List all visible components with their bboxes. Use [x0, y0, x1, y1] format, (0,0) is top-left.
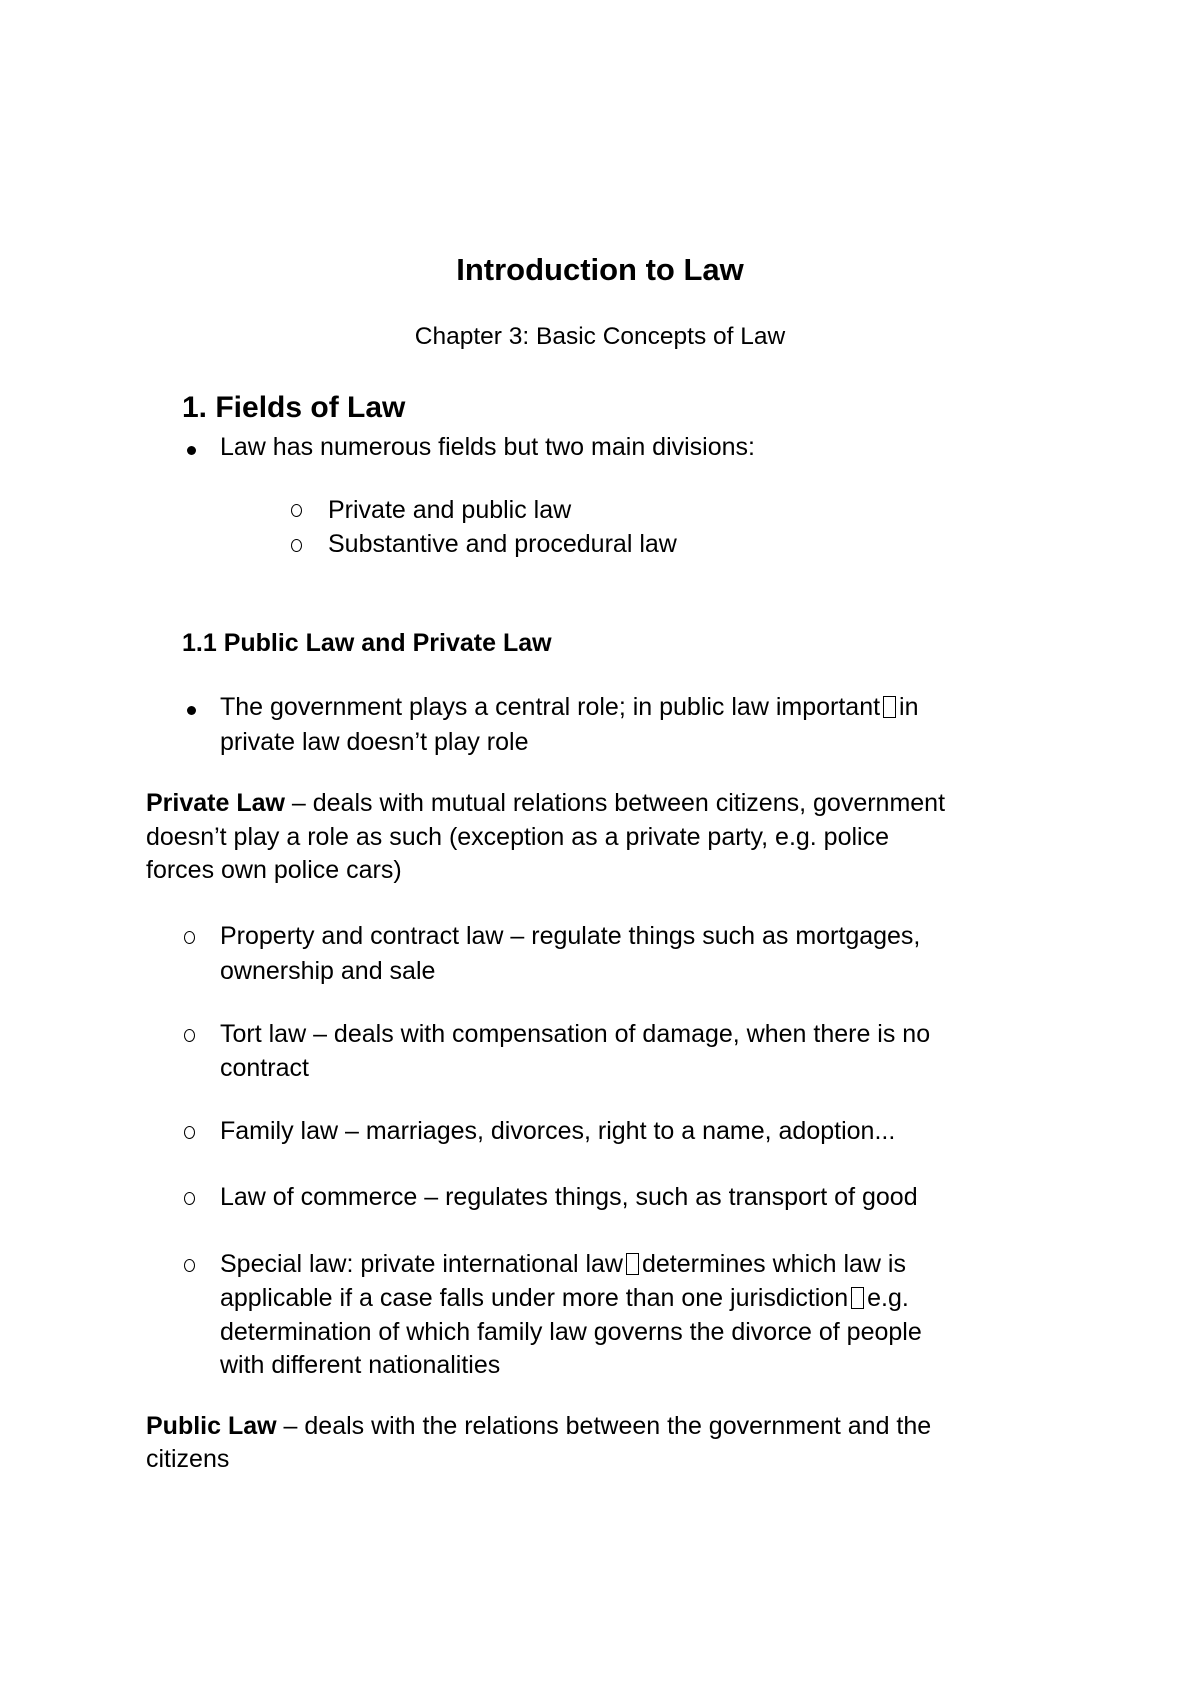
fields-bullet-text: Law has numerous fields but two main divisions:: [220, 433, 755, 461]
government-role-line1: [220, 691, 919, 724]
commerce-law-line1: Law of commerce – regulates things, such as transport of good: [220, 1183, 918, 1211]
subsection-heading-public-private: 1.1 Public Law and Private Law: [182, 629, 552, 657]
family-law-line1: Family law – marriages, divorces, right to a name, adoption...: [220, 1117, 896, 1145]
government-role-text-b: in: [899, 693, 919, 721]
circle-bullet-icon: [184, 1126, 195, 1139]
public-law-definition-a: – deals with the relations between the government and the: [276, 1412, 932, 1440]
division-item-private-public: Private and public law: [328, 496, 572, 524]
property-law-line1: Property and contract law – regulate things such as mortgages,: [220, 922, 921, 950]
private-law-definition-a: – deals with mutual relations between citizens, government: [284, 789, 946, 817]
tort-law-line1: Tort law – deals with compensation of damage, when there is no: [220, 1020, 931, 1048]
circle-bullet-icon: [184, 1259, 195, 1272]
special-law-text-c: applicable if a case falls under more than one jurisdiction: [220, 1284, 849, 1312]
bullet-dot-icon: [187, 706, 196, 715]
section-heading-fields-of-law: 1. Fields of Law: [182, 391, 406, 424]
circle-bullet-icon: [184, 931, 195, 944]
special-law-text-b: determines which law is: [642, 1250, 906, 1278]
special-law-line3: determination of which family law governs the divorce of people: [220, 1318, 922, 1346]
government-role-line2: private law doesn’t play role: [220, 728, 529, 756]
tort-law-line2: contract: [220, 1054, 309, 1082]
special-law-line2: [220, 1282, 909, 1315]
document-title: Introduction to Law: [456, 252, 744, 287]
government-role-text-a: The government plays a central role; in public law important: [220, 693, 881, 721]
circle-bullet-icon: [291, 504, 302, 517]
private-law-line3: forces own police cars): [146, 856, 402, 884]
arrow-glyph-icon: [851, 1287, 864, 1309]
special-law-line1: [220, 1248, 906, 1281]
arrow-glyph-icon: [883, 696, 896, 718]
special-law-text-d: e.g.: [867, 1284, 909, 1312]
special-law-text-a: Special law: private international law: [220, 1250, 623, 1278]
circle-bullet-icon: [184, 1029, 195, 1042]
public-law-term: Public Law: [146, 1412, 277, 1440]
private-law-line1: [146, 787, 945, 820]
arrow-glyph-icon: [626, 1253, 639, 1275]
document-subtitle: Chapter 3: Basic Concepts of Law: [414, 323, 786, 350]
circle-bullet-icon: [184, 1192, 195, 1205]
property-law-line2: ownership and sale: [220, 957, 436, 985]
private-law-term: Private Law: [146, 789, 285, 817]
public-law-line1: [146, 1410, 931, 1443]
division-item-substantive-procedural: Substantive and procedural law: [328, 530, 677, 558]
bullet-dot-icon: [187, 446, 196, 455]
special-law-line4: with different nationalities: [220, 1351, 501, 1379]
circle-bullet-icon: [291, 539, 302, 552]
private-law-line2: doesn’t play a role as such (exception as a private party, e.g. police: [146, 823, 890, 851]
public-law-line2: citizens: [146, 1445, 230, 1473]
